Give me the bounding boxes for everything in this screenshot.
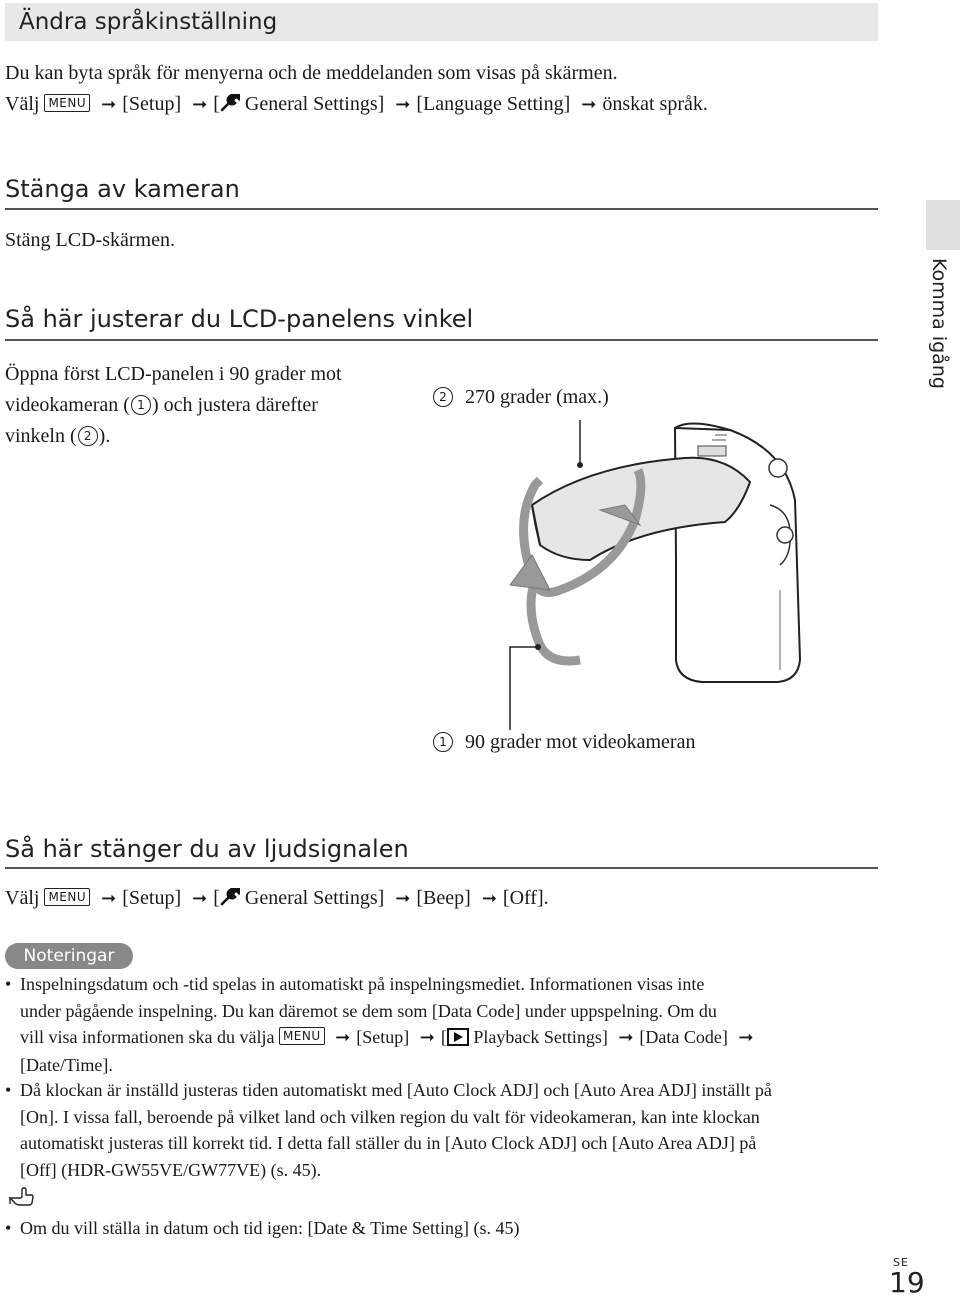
text: vinkeln ( <box>5 425 77 447</box>
note-1-text <box>5 971 875 1078</box>
right-arrow-icon: ➞ <box>738 1027 754 1048</box>
text-setup: [Setup] <box>356 1027 410 1047</box>
text: Då klockan är inställd justeras tiden automatiskt med [Auto Clock ADJ] och [Auto Area ADJ] inställt på <box>20 1080 772 1100</box>
page-number: 19 <box>889 1266 925 1299</box>
text: automatiskt justeras till korrekt tid. I detta fall ställer du in [Auto Clock ADJ] och [Auto Area ADJ] på <box>20 1133 757 1153</box>
bullet-dot: • <box>5 1218 12 1238</box>
text: [On]. I vissa fall, beroende på vilket land och vilken region du valt för videokameran, kan inte klockan <box>20 1106 760 1127</box>
text-playback-settings: Playback Settings] <box>473 1027 608 1047</box>
text: [Off] (HDR-GW55VE/GW77VE) (s. 45). <box>20 1159 322 1180</box>
wrench-icon <box>220 888 240 906</box>
callout-270-text: 270 grader (max.) <box>465 386 609 408</box>
text-setup: [Setup] <box>122 887 182 909</box>
hint-text: Om du vill ställa in datum och tid igen: [Date & Time Setting] (s. 45) <box>20 1218 520 1238</box>
text-general-settings: General Settings] <box>244 93 385 115</box>
text-off: [Off]. <box>502 887 549 909</box>
text-beep: [Beep] <box>416 887 471 909</box>
playback-icon <box>447 1028 469 1046</box>
menu-button-icon: MENU <box>279 1027 325 1045</box>
bracket: [ <box>213 887 220 909</box>
hint-item <box>5 1215 875 1242</box>
callout-270 <box>432 382 609 413</box>
step-1-circle: 1 <box>433 732 453 752</box>
right-arrow-icon: ➞ <box>395 94 411 115</box>
menu-button-icon: MENU <box>44 888 90 906</box>
text: ) och justera därefter <box>151 394 318 416</box>
language-paragraph <box>5 58 708 120</box>
section-divider <box>5 208 878 210</box>
section-title-lcd-angle: Så här justerar du LCD-panelens vinkel <box>5 305 474 333</box>
section-title-power-off: Stänga av kameran <box>5 175 240 203</box>
chapter-label: Komma igång <box>928 258 950 389</box>
bullet-dot: • <box>5 974 12 994</box>
beep-instruction <box>5 883 549 914</box>
lcd-line-1: Öppna först LCD-panelen i 90 grader mot <box>5 363 342 385</box>
notes-badge: Noteringar <box>5 943 133 969</box>
chapter-tab <box>926 200 960 250</box>
text: Inspelningsdatum och -tid spelas in automatiskt på inspelningsmediet. Informationen visas inte <box>20 974 705 994</box>
right-arrow-icon: ➞ <box>419 1027 435 1048</box>
section-divider <box>5 867 878 869</box>
wrench-icon <box>220 94 240 112</box>
text: [Date/Time]. <box>20 1054 113 1075</box>
text-data-code: [Data Code] <box>639 1027 728 1047</box>
step-2-circle: 2 <box>433 387 453 407</box>
note-item-1 <box>5 971 875 1078</box>
camcorder-illustration <box>440 410 820 730</box>
bracket: [ <box>213 93 220 115</box>
section-title-beep: Så här stänger du av ljudsignalen <box>5 835 409 863</box>
section-title-bar <box>5 3 878 41</box>
step-1-circle: 1 <box>131 395 151 415</box>
callout-90 <box>432 727 695 758</box>
text-general-settings: General Settings] <box>244 887 385 909</box>
right-arrow-icon: ➞ <box>481 888 497 909</box>
text-setup: [Setup] <box>122 93 182 115</box>
right-arrow-icon: ➞ <box>618 1027 634 1048</box>
bracket: [ <box>440 1027 447 1047</box>
right-arrow-icon: ➞ <box>101 94 117 115</box>
text-valj: Välj <box>5 93 40 115</box>
callout-90-text: 90 grader mot videokameran <box>465 731 696 753</box>
hint-hand-icon <box>8 1186 34 1206</box>
language-line-2 <box>5 89 708 120</box>
menu-button-icon: MENU <box>44 94 90 112</box>
right-arrow-icon: ➞ <box>335 1027 351 1048</box>
right-arrow-icon: ➞ <box>395 888 411 909</box>
page-language: SE <box>893 1256 909 1269</box>
text: ). <box>98 425 111 447</box>
step-2-circle: 2 <box>78 426 98 446</box>
text-desired-language: önskat språk. <box>602 93 708 115</box>
right-arrow-icon: ➞ <box>101 888 117 909</box>
right-arrow-icon: ➞ <box>192 94 208 115</box>
lcd-line-3 <box>5 421 405 452</box>
section-divider <box>5 339 878 341</box>
text: vill visa informationen ska du välja <box>20 1027 275 1047</box>
right-arrow-icon: ➞ <box>192 888 208 909</box>
text: under pågående inspelning. Du kan däremot se dem som [Data Code] under uppspelning. Om du <box>20 1000 717 1021</box>
section-title-language: Ändra språkinställning <box>19 9 278 35</box>
text: videokameran ( <box>5 394 130 416</box>
power-off-text: Stäng LCD-skärmen. <box>5 229 175 251</box>
text-language-setting: [Language Setting] <box>416 93 571 115</box>
language-line-1: Du kan byta språk för menyerna och de meddelanden som visas på skärmen. <box>5 62 618 84</box>
text-valj: Välj <box>5 887 40 909</box>
right-arrow-icon: ➞ <box>581 94 597 115</box>
lcd-line-2 <box>5 390 405 421</box>
note-item-2 <box>5 1077 875 1183</box>
lcd-angle-paragraph <box>5 359 405 452</box>
note-2-text <box>5 1077 875 1183</box>
bullet-dot: • <box>5 1080 12 1100</box>
